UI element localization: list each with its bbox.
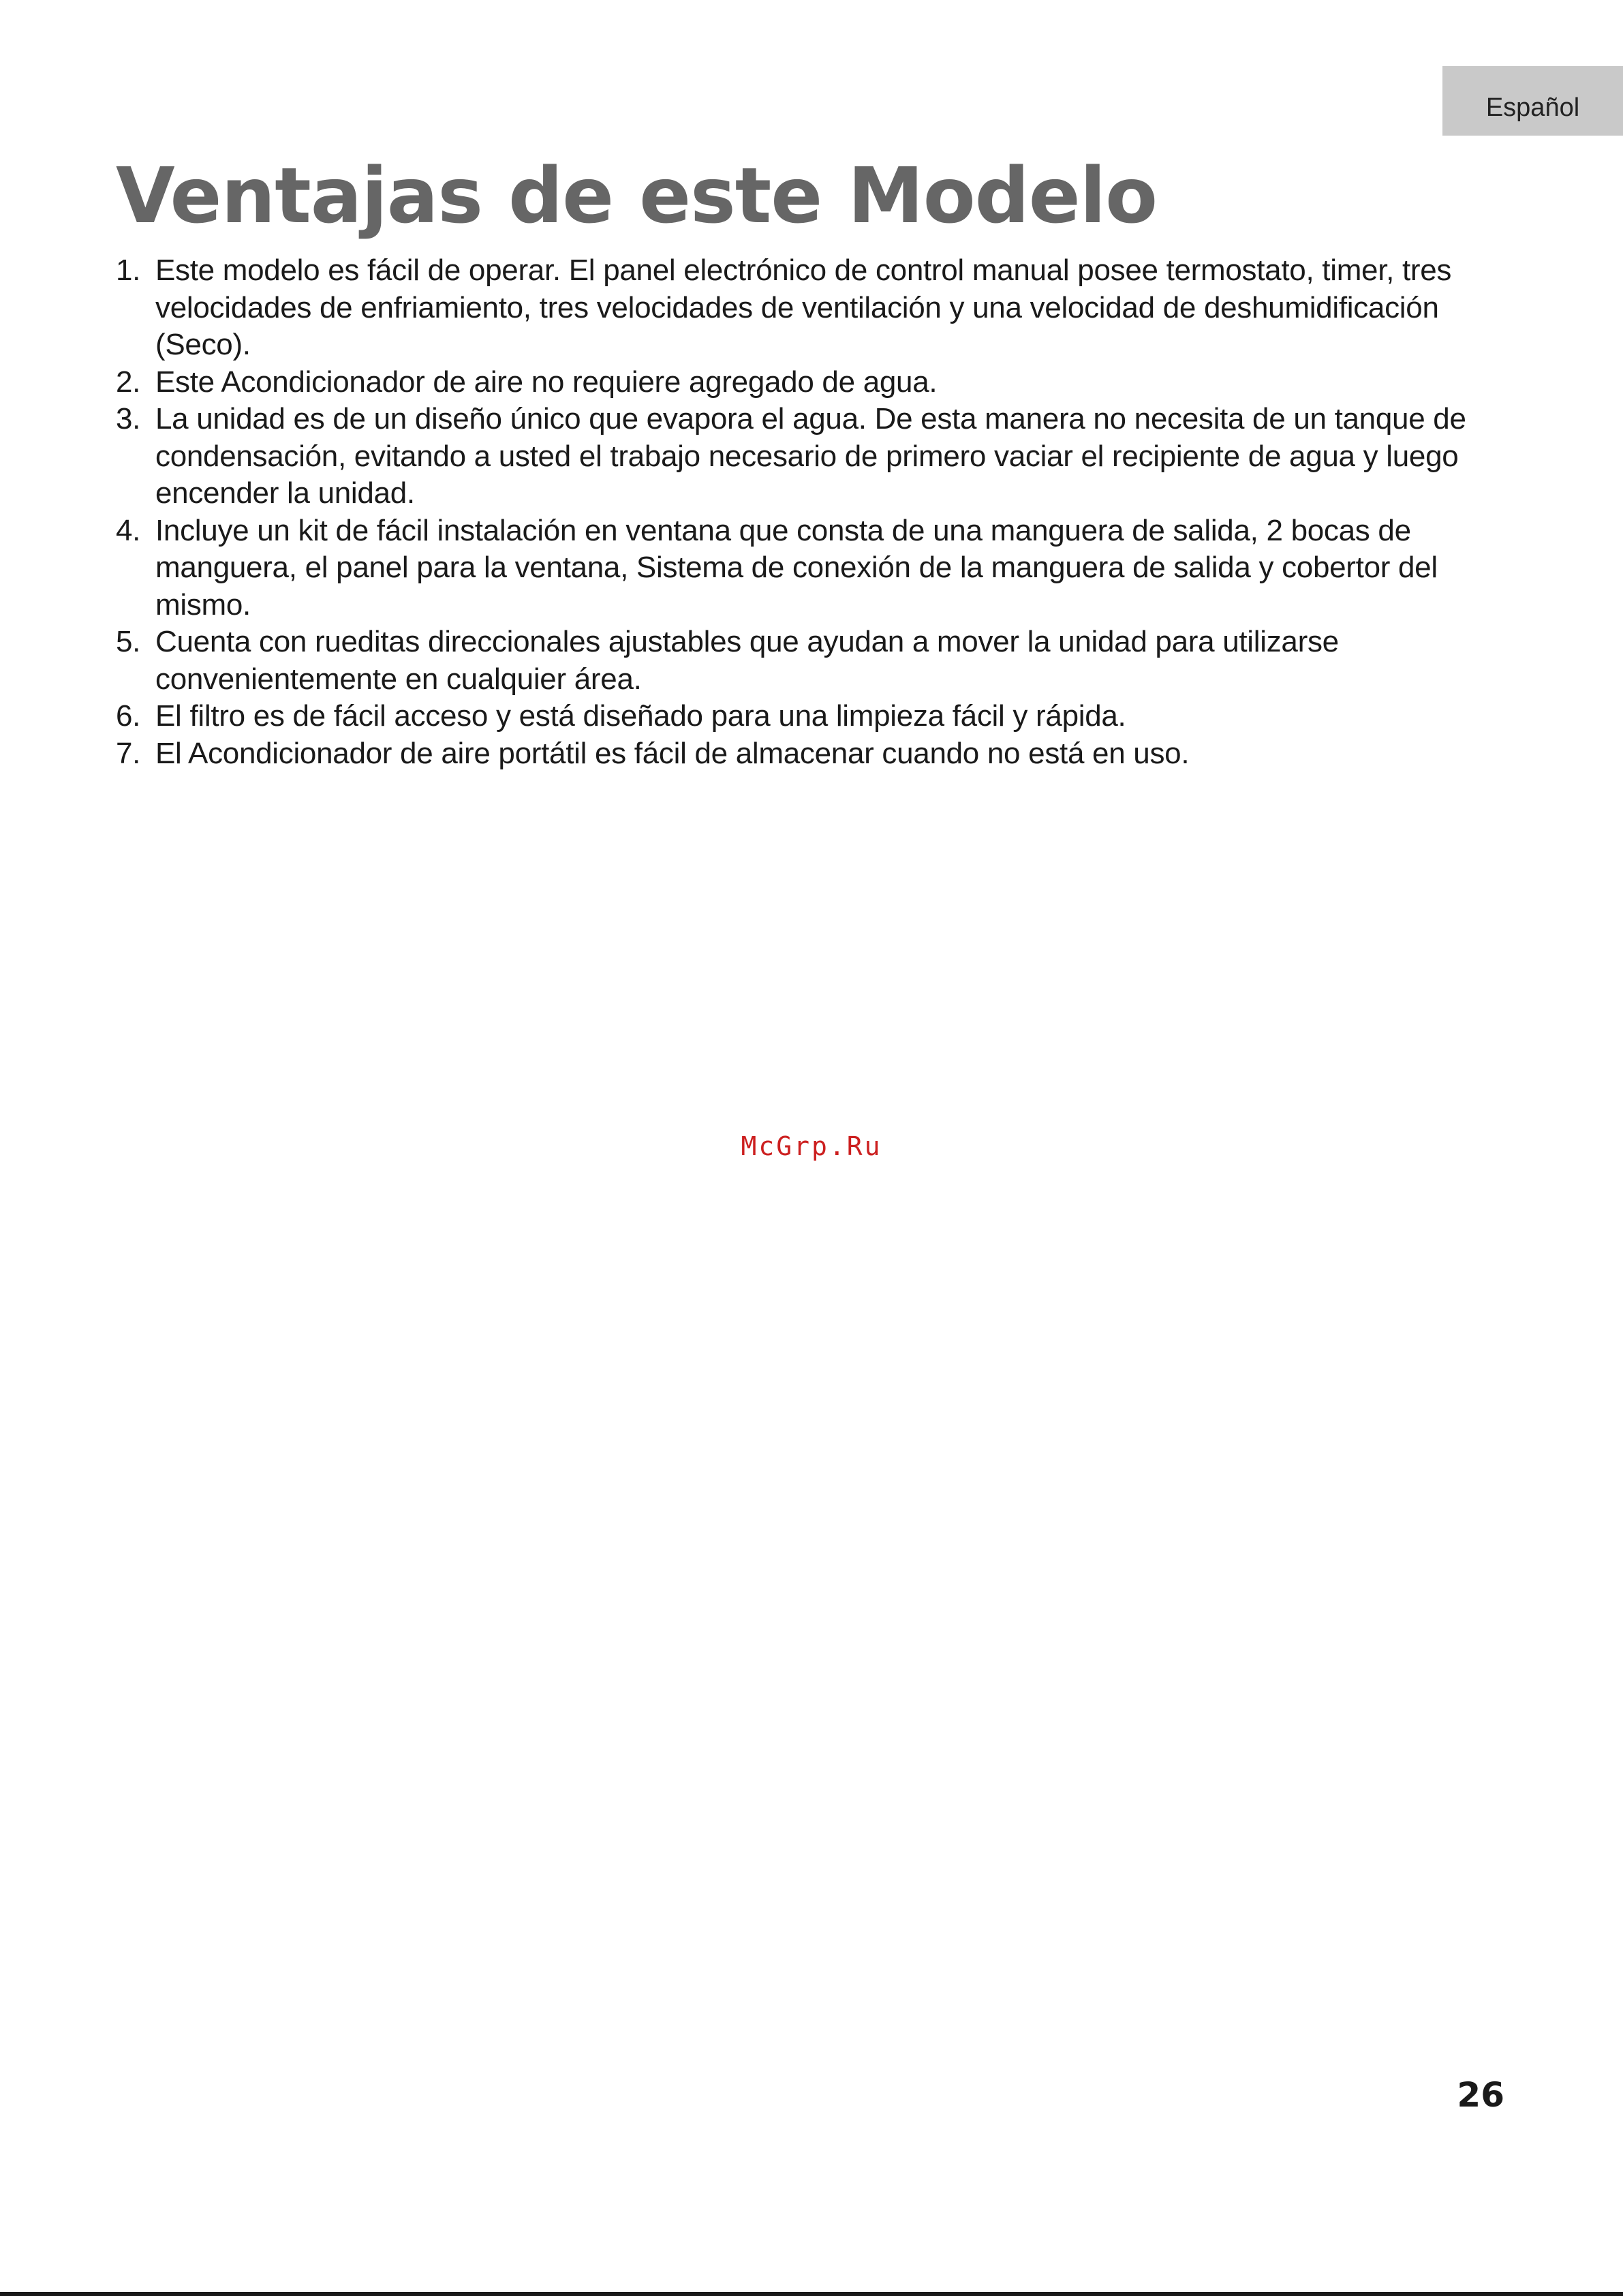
language-tab-label: Español (1485, 93, 1580, 122)
language-tab (1442, 66, 1623, 136)
list-item-text: El filtro es de fácil acceso y está diseñado para una limpieza fácil y rápida. (155, 699, 1126, 733)
list-item-text: Este modelo es fácil de operar. El panel electrónico de control manual posee termostato, timer, tres velocidades de enfriamiento, tres velocidades de ventilación y una velocidad de deshumidificación (Seco). (155, 254, 1452, 361)
page-title: Ventajas de este Modelo (116, 152, 1158, 241)
list-item-number: 4. (116, 513, 141, 547)
list-item-number: 5. (116, 625, 141, 658)
list-item-text: El Acondicionador de aire portátil es fácil de almacenar cuando no está en uso. (155, 736, 1190, 770)
list-item-text: La unidad es de un diseño único que evapora el agua. De esta manera no necesita de un tanque de condensación, evitando a usted el trabajo necesario de primero vaciar el recipiente de agua y luego encender la unidad. (155, 402, 1466, 510)
list-item (116, 401, 1519, 512)
list-item-number: 7. (116, 736, 141, 770)
list-item-text: Incluye un kit de fácil instalación en ventana que consta de una manguera de salida, 2 bocas de manguera, el panel para la ventana, Sistema de conexión de la manguera de salida y cobertor del mismo. (155, 513, 1438, 622)
list-item (116, 698, 1519, 735)
list-item-text: Cuenta con rueditas direccionales ajustables que ayudan a mover la unidad para utilizarse convenientemente en cualquier área. (155, 625, 1339, 696)
bottom-divider (0, 2292, 1623, 2296)
list-item (116, 364, 1519, 401)
list-item-number: 1. (116, 254, 141, 287)
list-item-number: 3. (116, 402, 141, 435)
page-number: 26 (1457, 2075, 1504, 2115)
watermark: McGrp.Ru (741, 1131, 882, 1161)
list-item-text: Este Acondicionador de aire no requiere agregado de agua. (155, 365, 938, 399)
list-item-number: 2. (116, 365, 141, 399)
list-item (116, 624, 1519, 698)
list-item-number: 6. (116, 699, 141, 733)
list-item (116, 512, 1519, 624)
list-item (116, 735, 1519, 773)
advantages-list (116, 252, 1519, 772)
list-item (116, 252, 1519, 364)
